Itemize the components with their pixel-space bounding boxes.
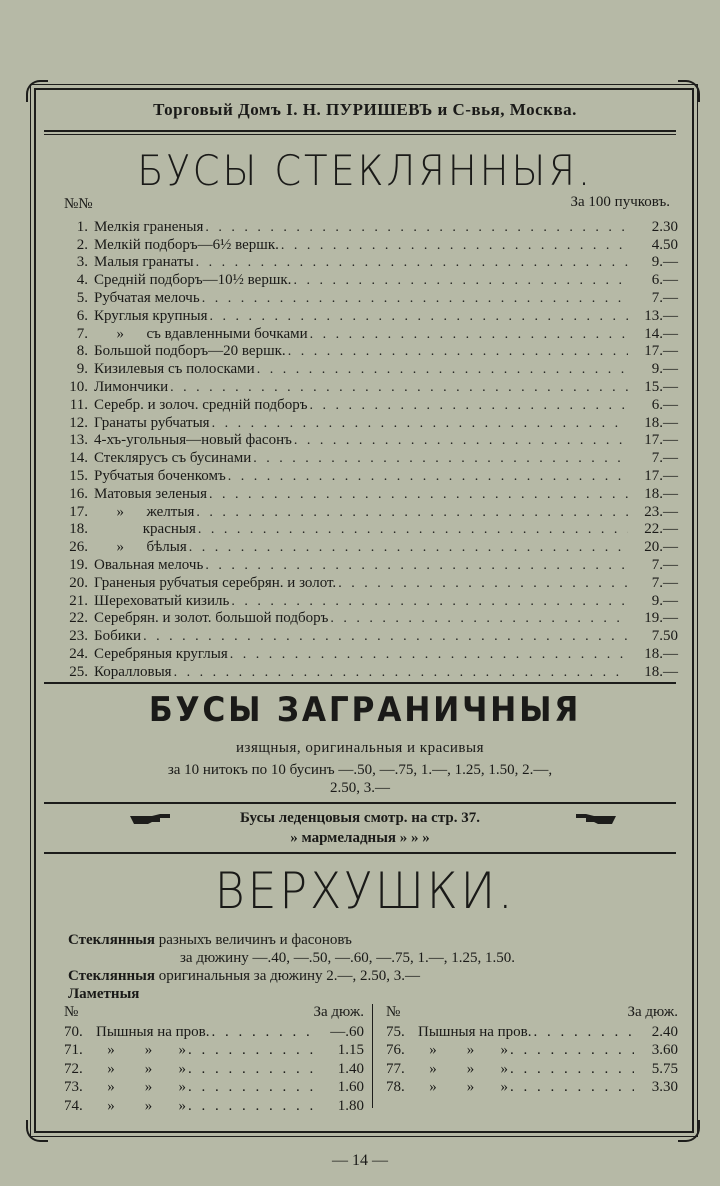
price-list-row bbox=[64, 307, 678, 325]
price-list-row bbox=[64, 289, 678, 307]
leader-dots bbox=[308, 397, 628, 414]
item-number: 1. bbox=[76, 218, 88, 235]
item-name: Рубчатая мелочь bbox=[94, 289, 200, 306]
leader-dots bbox=[203, 557, 628, 574]
item-number: 14. bbox=[69, 450, 88, 467]
foreign-beads-prices-cont: 2.50, 3.— bbox=[330, 780, 390, 796]
item-number: 18. bbox=[69, 521, 88, 538]
item-price: 7.50 bbox=[651, 628, 678, 645]
item-price: 6.— bbox=[651, 272, 678, 289]
item-price: 9.— bbox=[651, 592, 678, 609]
leader-dots bbox=[187, 539, 628, 556]
item-name: Большой подборъ—20 вершк. bbox=[94, 343, 286, 360]
item-price: 7.— bbox=[651, 556, 678, 573]
item-number: 5. bbox=[76, 289, 88, 306]
item-price: 14.— bbox=[644, 325, 678, 342]
item-number: 74. bbox=[64, 1097, 83, 1114]
leader-dots bbox=[207, 486, 628, 503]
item-price: 1.80 bbox=[337, 1097, 364, 1114]
item-name: » » » bbox=[96, 1042, 186, 1058]
item-price: 18.— bbox=[644, 414, 678, 431]
section-divider bbox=[44, 852, 676, 854]
leader-dots bbox=[194, 504, 628, 521]
leader-dots bbox=[186, 1061, 320, 1078]
item-price: 19.— bbox=[644, 610, 678, 627]
item-number: 9. bbox=[76, 361, 88, 378]
leader-dots bbox=[251, 450, 628, 467]
item-name: Лимончики bbox=[94, 378, 169, 395]
table-row bbox=[386, 1059, 678, 1078]
tops-lamet-label: Ламетныя bbox=[68, 986, 140, 1002]
table-row bbox=[386, 1041, 678, 1060]
leader-dots bbox=[286, 343, 628, 360]
item-name: » съ вдавленными бочками bbox=[94, 325, 308, 342]
column-separator bbox=[372, 1004, 373, 1108]
item-number: 6. bbox=[76, 307, 88, 324]
item-name: Серебрян. и золот. большой подборъ bbox=[94, 610, 329, 627]
item-number: 15. bbox=[69, 467, 88, 484]
item-number: 25. bbox=[69, 663, 88, 680]
price-list-row bbox=[64, 627, 678, 645]
lamet-table-right bbox=[386, 1004, 678, 1096]
item-name: » » » bbox=[418, 1060, 508, 1077]
price-list-row bbox=[64, 663, 678, 681]
leader-dots bbox=[508, 1042, 634, 1059]
price-list-row bbox=[64, 343, 678, 361]
leader-dots bbox=[279, 237, 628, 254]
item-number: 2. bbox=[76, 236, 88, 253]
item-price: 3.60 bbox=[651, 1042, 678, 1058]
price-list-row bbox=[64, 360, 678, 378]
item-name: » » » bbox=[96, 1060, 186, 1077]
section-title-tops: ВЕРХУШКИ. bbox=[214, 862, 516, 920]
leader-dots bbox=[196, 521, 628, 538]
item-number: 76. bbox=[386, 1042, 405, 1058]
item-price: 2.30 bbox=[651, 218, 678, 235]
leader-dots bbox=[508, 1061, 634, 1078]
leader-dots bbox=[203, 219, 628, 236]
item-number: 71. bbox=[64, 1042, 83, 1058]
leader-dots bbox=[226, 468, 628, 485]
tops-glass-line bbox=[68, 932, 352, 949]
item-price: 5.75 bbox=[651, 1060, 678, 1077]
item-name: Малыя гранаты bbox=[94, 254, 194, 271]
price-unit-label: За 100 пучковъ. bbox=[570, 194, 670, 210]
item-number: 19. bbox=[69, 556, 88, 573]
price-list-row bbox=[64, 574, 678, 592]
section-divider bbox=[44, 802, 676, 804]
item-number: 4. bbox=[76, 272, 88, 289]
item-name: Гранаты рубчатыя bbox=[94, 414, 210, 431]
price-list-row bbox=[64, 610, 678, 628]
item-price: 15.— bbox=[644, 378, 678, 395]
item-price: 3.30 bbox=[651, 1079, 678, 1095]
item-price: 17.— bbox=[644, 467, 678, 484]
right-price-label: За дюж. bbox=[627, 1004, 678, 1020]
leader-dots bbox=[194, 254, 628, 271]
leader-dots bbox=[141, 628, 628, 645]
item-number: 17. bbox=[69, 503, 88, 520]
section-title-glass-beads: БУСЫ СТЕКЛЯННЫЯ. bbox=[137, 146, 593, 195]
item-number: 26. bbox=[69, 539, 88, 556]
price-list-row bbox=[64, 538, 678, 556]
price-list-row bbox=[64, 414, 678, 432]
item-name: » » » bbox=[418, 1042, 508, 1058]
section-divider bbox=[44, 682, 676, 684]
item-number: 3. bbox=[76, 254, 88, 271]
item-number: 11. bbox=[69, 396, 88, 413]
leader-dots bbox=[291, 272, 628, 289]
table-row bbox=[64, 1096, 364, 1115]
header-rule-thin bbox=[44, 134, 676, 135]
table-row bbox=[64, 1078, 364, 1097]
leader-dots bbox=[186, 1098, 320, 1115]
leader-dots bbox=[228, 646, 628, 663]
leader-dots bbox=[200, 290, 628, 307]
item-name: Коралловыя bbox=[94, 663, 172, 680]
marmalade-beads-reference: » мармеладныя » » » bbox=[290, 830, 430, 846]
item-number: 23. bbox=[69, 628, 88, 645]
item-price: 18.— bbox=[644, 645, 678, 662]
leader-dots bbox=[308, 326, 628, 343]
item-name: Среднiй подборъ—10½ вершк. bbox=[94, 272, 292, 289]
price-list-row bbox=[64, 485, 678, 503]
table-row bbox=[386, 1078, 678, 1097]
tops-glass-desc: разныхъ величинъ и фасоновъ bbox=[154, 932, 352, 948]
leader-dots bbox=[508, 1079, 634, 1096]
leader-dots bbox=[210, 1024, 320, 1041]
price-list-row bbox=[64, 503, 678, 521]
glass-beads-price-list bbox=[64, 218, 678, 681]
item-name: Пышныя на пров. bbox=[96, 1023, 210, 1040]
corner-ornament bbox=[26, 80, 48, 102]
tops-original-line bbox=[68, 968, 420, 985]
item-price: 22.— bbox=[644, 521, 678, 538]
item-number: 20. bbox=[69, 574, 88, 591]
item-name: Серебряныя круглыя bbox=[94, 645, 228, 662]
price-list-row bbox=[64, 254, 678, 272]
item-number: 10. bbox=[69, 378, 88, 395]
leader-dots bbox=[208, 308, 628, 325]
item-name: » желтыя bbox=[94, 503, 195, 520]
leader-dots bbox=[532, 1024, 634, 1041]
tops-original-label: Стеклянныя bbox=[68, 968, 155, 984]
left-number-label: № bbox=[64, 1004, 79, 1020]
item-price: 4.50 bbox=[651, 236, 678, 253]
price-list-row bbox=[64, 378, 678, 396]
item-number: 73. bbox=[64, 1079, 83, 1095]
item-name: » » » bbox=[418, 1079, 508, 1095]
item-name: Серебр. и золоч. среднiй подборъ bbox=[94, 396, 308, 413]
leader-dots bbox=[186, 1042, 320, 1059]
item-price: 9.— bbox=[651, 254, 678, 271]
foreign-beads-prices: за 10 нитокъ по 10 бусинъ —.50, —.75, 1.—, 1.25, 1.50, 2.—, bbox=[167, 762, 553, 778]
item-name: » » » bbox=[96, 1079, 186, 1095]
item-price: 18.— bbox=[644, 663, 678, 680]
lamet-table-left bbox=[64, 1004, 364, 1115]
item-name: Матовыя зеленыя bbox=[94, 485, 208, 502]
item-name: Рубчатыя боченкомъ bbox=[94, 467, 226, 484]
item-number: 24. bbox=[69, 645, 88, 662]
item-price: 7.— bbox=[651, 450, 678, 467]
price-list-row bbox=[64, 325, 678, 343]
item-number: 22. bbox=[69, 610, 88, 627]
item-name: Круглыя крупныя bbox=[94, 307, 208, 324]
leader-dots bbox=[292, 432, 628, 449]
item-name: Граненыя рубчатыя серебрян. и золот. bbox=[94, 574, 337, 591]
item-price: 1.60 bbox=[337, 1079, 364, 1095]
leader-dots bbox=[336, 575, 628, 592]
item-number: 70. bbox=[64, 1023, 83, 1040]
candy-beads-reference: Бусы леденцовыя смотр. на стр. 37. bbox=[240, 810, 480, 826]
page-header: Торговый Домъ I. Н. ПУРИШЕВЪ и С-вья, Москва. bbox=[153, 100, 577, 119]
table-row bbox=[64, 1059, 364, 1078]
pointing-hand-icon bbox=[576, 812, 616, 826]
table-row bbox=[386, 1022, 678, 1041]
price-list-row bbox=[64, 521, 678, 539]
tops-glass-prices: за дюжину —.40, —.50, —.60, —.75, 1.—, 1.25, 1.50. bbox=[180, 950, 515, 966]
foreign-beads-description: изящныя, оригинальныя и красивыя bbox=[236, 740, 484, 756]
price-list-row bbox=[64, 645, 678, 663]
page-number: — 14 — bbox=[332, 1152, 388, 1169]
tops-original-desc: оригинальныя за дюжину 2.—, 2.50, 3.— bbox=[154, 968, 421, 984]
item-number: 72. bbox=[64, 1060, 83, 1077]
price-list-row bbox=[64, 556, 678, 574]
item-price: 17.— bbox=[644, 343, 678, 360]
item-name: » бѣлыя bbox=[94, 539, 187, 556]
table-row bbox=[64, 1022, 364, 1041]
item-price: 1.15 bbox=[337, 1042, 364, 1058]
price-list-row bbox=[64, 236, 678, 254]
item-name: 4-хъ-угольныя—новый фасонъ bbox=[94, 432, 292, 449]
item-name: красныя bbox=[94, 521, 196, 538]
item-number: 8. bbox=[76, 343, 88, 360]
corner-ornament bbox=[26, 1120, 48, 1142]
item-price: 13.— bbox=[644, 307, 678, 324]
item-price: 17.— bbox=[644, 432, 678, 449]
item-name: Мелкiя граненыя bbox=[94, 218, 204, 235]
price-list-row bbox=[64, 592, 678, 610]
corner-ornament bbox=[678, 1120, 700, 1142]
item-price: 20.— bbox=[644, 539, 678, 556]
header-rule bbox=[44, 130, 676, 132]
item-price: 18.— bbox=[644, 485, 678, 502]
leader-dots bbox=[186, 1079, 320, 1096]
left-price-label: За дюж. bbox=[313, 1004, 364, 1020]
item-number: 77. bbox=[386, 1060, 405, 1077]
price-list-row bbox=[64, 271, 678, 289]
item-number: 12. bbox=[69, 414, 88, 431]
price-list-row bbox=[64, 396, 678, 414]
price-list-row bbox=[64, 218, 678, 236]
item-name: » » » bbox=[96, 1097, 186, 1114]
item-price: —.60 bbox=[330, 1023, 364, 1040]
item-number: 78. bbox=[386, 1079, 405, 1095]
item-number: 7. bbox=[76, 325, 88, 342]
leader-dots bbox=[168, 379, 628, 396]
leader-dots bbox=[210, 415, 628, 432]
item-number: 13. bbox=[69, 432, 88, 449]
item-number: 75. bbox=[386, 1023, 405, 1040]
right-number-label: № bbox=[386, 1004, 401, 1020]
item-price: 7.— bbox=[651, 289, 678, 306]
item-name: Пышныя на пров. bbox=[418, 1023, 532, 1040]
item-number: 21. bbox=[69, 592, 88, 609]
price-list-row bbox=[64, 432, 678, 450]
item-price: 23.— bbox=[644, 503, 678, 520]
item-price: 7.— bbox=[651, 574, 678, 591]
item-name: Стеклярусъ съ бусинами bbox=[94, 450, 252, 467]
item-name: Кизилевыя съ полосками bbox=[94, 361, 255, 378]
price-list-row bbox=[64, 449, 678, 467]
item-price: 6.— bbox=[651, 396, 678, 413]
leader-dots bbox=[328, 610, 628, 627]
item-name: Бобики bbox=[94, 628, 142, 645]
item-name: Мелкiй подборъ—6½ вершк. bbox=[94, 236, 279, 253]
number-column-label: №№ bbox=[64, 196, 93, 212]
section-title-foreign-beads: БУСЫ ЗАГРАНИЧНЫЯ bbox=[148, 690, 582, 730]
tops-glass-label: Стеклянныя bbox=[68, 932, 155, 948]
item-name: Шереховатый кизиль bbox=[94, 592, 230, 609]
leader-dots bbox=[229, 593, 628, 610]
price-list-row bbox=[64, 467, 678, 485]
leader-dots bbox=[172, 664, 628, 681]
leader-dots bbox=[255, 361, 628, 378]
item-price: 2.40 bbox=[651, 1023, 678, 1040]
item-price: 1.40 bbox=[337, 1060, 364, 1077]
item-number: 16. bbox=[69, 485, 88, 502]
item-price: 9.— bbox=[651, 361, 678, 378]
table-row bbox=[64, 1041, 364, 1060]
item-name: Овальная мелочь bbox=[94, 556, 204, 573]
